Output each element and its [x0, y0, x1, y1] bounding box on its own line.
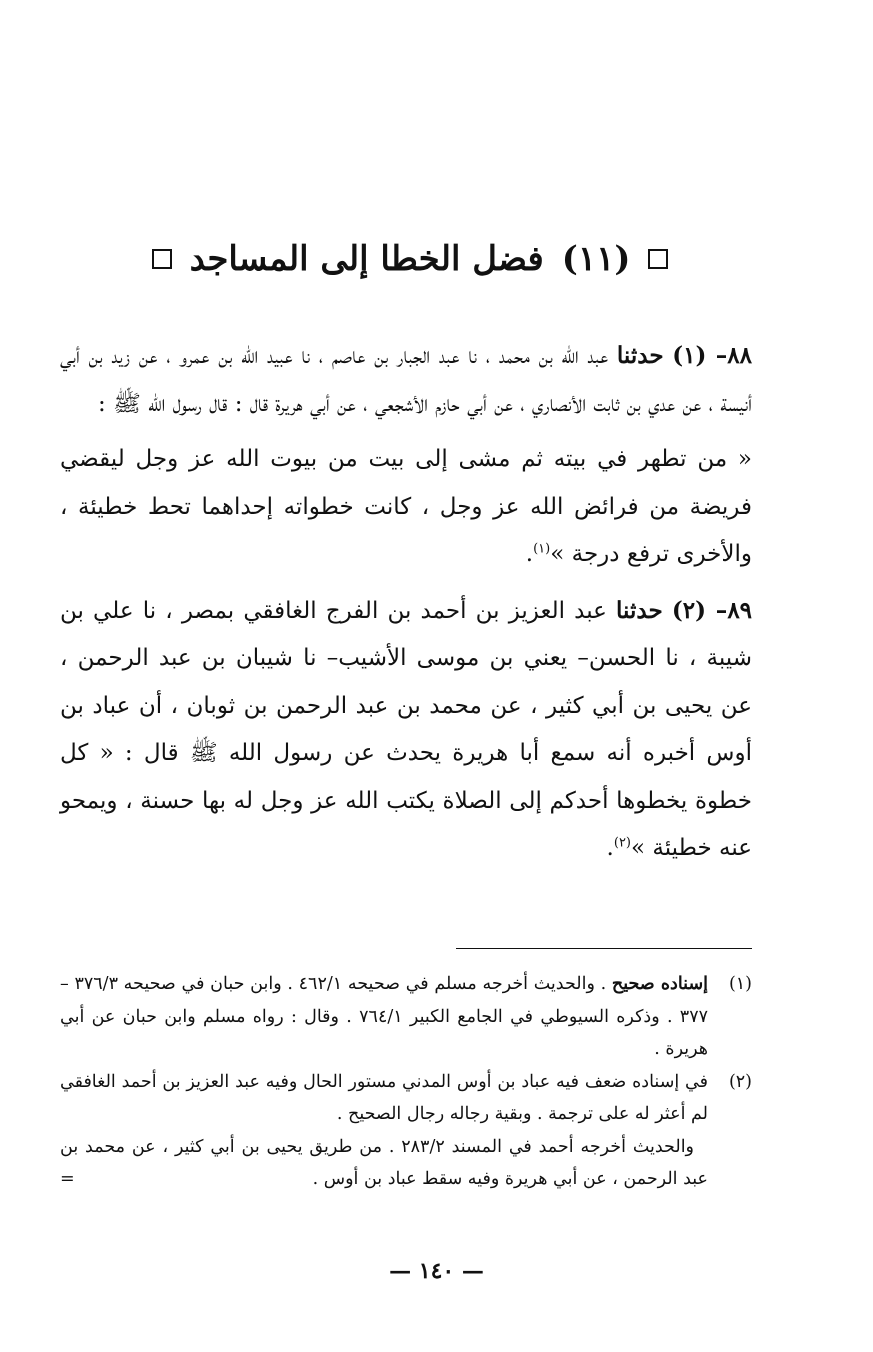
footnote-2 [60, 1066, 752, 1131]
hadith-isnad: عبد الله بن محمد ، نا عبد الجبار بن عاصم ، نا عبيد الله بن عمرو ، عن زيد بن أبي أنيسة ، عن عدي بن ثابت الأنصاري ، عن أبي حازم الأشجعي ، عن أبي هريرة قال : قال رسول الله ﷺ : [60, 343, 752, 417]
footnote-continuation-text: والحديث أخرجه أحمد في المسند ٢٨٣/٢ . من طريق يحيى بن أبي كثير ، عن محمد بن عبد الرحمن ، عن أبي هريرة وفيه سقط عباد بن أوس . [60, 1136, 708, 1189]
hadith-88-matn: « من تطهر في بيته ثم مشى إلى بيت من بيوت الله عز وجل ليقضي فريضة من فرائض الله عز وجل ، كانت خطواته إحداهما تحط خطيئة ، والأخرى ترفع درجة »$^{(١)}$. [60, 446, 752, 567]
hadith-88-isnad [60, 332, 752, 428]
footnote-body: في إسناده ضعف فيه عباد بن أوس المدني مستور الحال وفيه عبد العزيز بن أحمد الغافقي لم أعثر له على ترجمة . وبقية رجاله رجال الصحيح . [60, 1071, 708, 1124]
hadith-matn: « من تطهر في بيته ثم مشى إلى بيت من بيوت الله عز وجل ليقضي فريضة من فرائض الله عز وجل ، كانت خطواته إحداهما تحط خطيئة ، والأخرى ترفع درجة » [60, 446, 752, 567]
page-number: — ١٤٠ — [389, 1258, 484, 1284]
footnote-ref: (١) [533, 541, 551, 557]
footnote-lead: إسناده صحيح [611, 974, 708, 994]
hadith-number: ٨٩– (٢) [671, 596, 753, 624]
hadith-number: ٨٨– (١) [672, 342, 753, 369]
footnote-number: (١) [728, 974, 752, 994]
footnotes [60, 968, 752, 1196]
hadith-body: عبد العزيز بن أحمد بن الفرج الغافقي بمصر ، نا علي بن شيبة ، نا الحسن– يعني بن موسى الأشيب– نا شيبان بن عبد الرحمن ، عن يحيى بن أبي كثير ، عن محمد بن عبد الرحمن بن ثوبان ، أن عباد بن أوس أخبره أنه سمع أبا هريرة يحدث عن رسول الله ﷺ قال : « كل خطوة يخطوها أحدكم إلى الصلاة يكتب الله عز وجل له بها حسنة ، ويمحو عنه خطيئة » [60, 597, 752, 861]
footnote-continuation [60, 1131, 752, 1196]
square-ornament-icon [648, 249, 668, 269]
footnote-1 [60, 968, 752, 1066]
hadith-89: ٨٩– (٢) حدثنا عبد العزيز بن أحمد بن الفرج الغافقي بمصر ، نا علي بن شيبة ، نا الحسن– يعني بن موسى الأشيب– نا شيبان بن عبد الرحمن ، عن يحيى بن أبي كثير ، عن محمد بن عبد الرحمن بن ثوبان ، أن عباد بن أوس أخبره أنه سمع أبا هريرة يحدث عن رسول الله ﷺ قال : « كل خطوة يخطوها أحدكم إلى الصلاة يكتب الله عز وجل له بها حسنة ، ويمحو عنه خطيئة »$^{(٢)}$. [60, 596, 753, 861]
footnote-text [60, 968, 708, 1066]
footnote-body: . والحديث أخرجه مسلم في صحيحه ٤٦٢/١ . وابن حبان في صحيحه ٣٧٦/٣ – ٣٧٧ . وذكره السيوطي في الجامع الكبير ٧٦٤/١ . وقال : رواه مسلم وابن حبان عن أبي هريرة . [60, 974, 708, 1059]
chapter-number: (١١) [561, 239, 631, 279]
chapter-title: فضل الخطا إلى المساجد [189, 239, 544, 279]
hadith-lead: حدثنا [616, 342, 664, 369]
footnote-separator [456, 948, 752, 949]
footnote-number: (٢) [728, 1071, 752, 1092]
footnote-ref: (٢) [613, 835, 631, 851]
chapter-heading [150, 232, 670, 286]
continuation-mark: = [60, 1169, 75, 1189]
main-text [60, 332, 752, 881]
hadith-lead: حدثنا [616, 596, 663, 624]
square-ornament-icon [152, 249, 172, 269]
